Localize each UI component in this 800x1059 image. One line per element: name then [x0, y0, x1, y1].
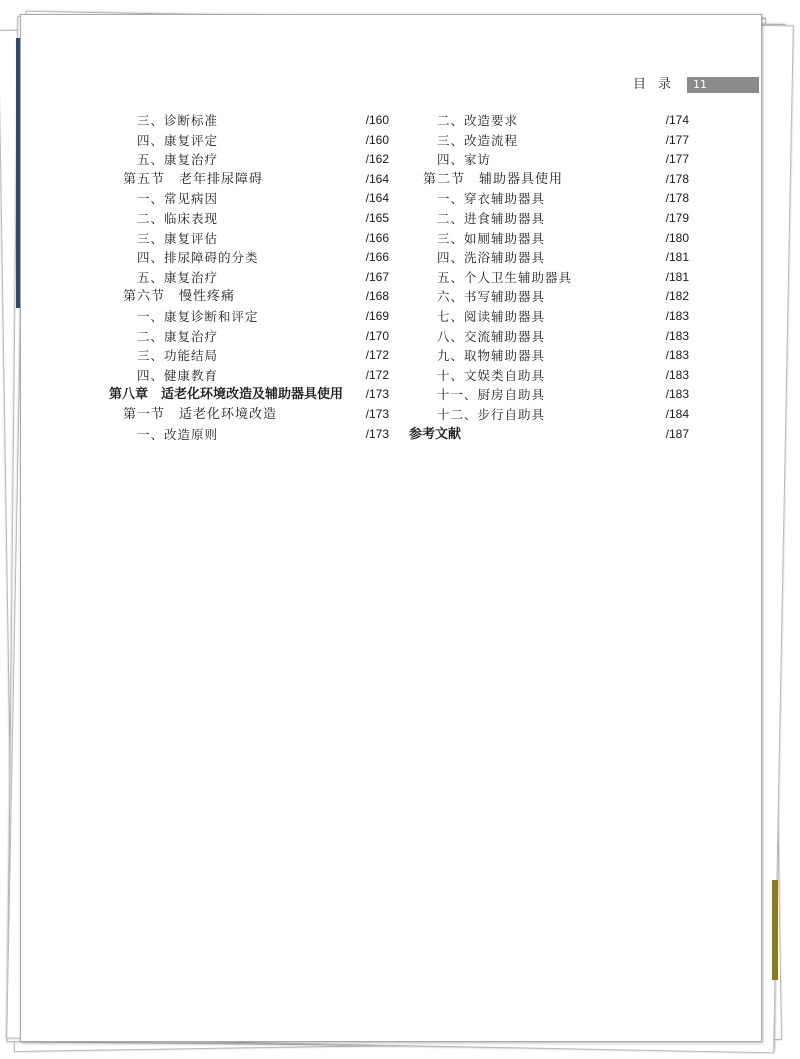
toc-entry-item[interactable]: [109, 131, 389, 151]
toc-entry-page: /160: [365, 113, 389, 127]
toc-entry-title: 五、康复治疗: [137, 269, 219, 285]
toc-entry-title: 九、取物辅助器具: [437, 348, 546, 364]
toc-entry-page: /181: [665, 269, 689, 284]
toc-entry-item[interactable]: [109, 366, 389, 386]
toc-entry-item[interactable]: [409, 189, 689, 209]
toc-entry-title: 三、如厕辅助器具: [437, 230, 546, 246]
toc-entry-title: 三、康复评估: [137, 230, 219, 246]
toc-entry-item[interactable]: [109, 111, 389, 131]
toc-entry-title: 一、康复诊断和评定: [137, 308, 259, 324]
toc-entry-item[interactable]: [409, 248, 689, 268]
toc-entry-item[interactable]: [409, 131, 689, 151]
toc-entry-title: 第八章 适老化环境改造及辅助器具使用: [109, 387, 344, 403]
toc-entry-page: /170: [365, 328, 389, 343]
toc-entry-item[interactable]: [409, 405, 689, 425]
toc-entry-title: 第五节 老年排尿障碍: [123, 171, 264, 187]
toc-entry-title: 二、进食辅助器具: [437, 210, 546, 226]
toc-entry-title: 一、改造原则: [137, 426, 219, 442]
toc-entry-title: 二、康复治疗: [137, 328, 219, 344]
toc-entry-page: /166: [365, 230, 389, 245]
toc-entry-title: 第六节 慢性疼痛: [123, 289, 236, 305]
toc-entry-title: 一、常见病因: [137, 191, 219, 207]
toc-entry-item[interactable]: [109, 189, 389, 209]
toc-entry-item[interactable]: [409, 209, 689, 229]
toc-entry-page: /181: [665, 250, 689, 265]
toc-entry-title: 十二、步行自助具: [437, 406, 546, 422]
toc-entry-title: 一、穿衣辅助器具: [437, 191, 546, 207]
toc-entry-title: 四、洗浴辅助器具: [437, 250, 546, 266]
toc-entry-page: /174: [665, 113, 689, 127]
toc-entry-item[interactable]: [109, 150, 389, 170]
toc-entry-page: /162: [365, 152, 389, 167]
toc-entry-title: 八、交流辅助器具: [437, 328, 546, 344]
toc-entry-item[interactable]: [109, 307, 389, 327]
toc-column-left: [109, 111, 389, 444]
toc-entry-page: /177: [665, 152, 689, 167]
toc-entry-title: 二、临床表现: [137, 210, 219, 226]
toc-entry-title: 七、阅读辅助器具: [437, 308, 546, 324]
toc-entry-item[interactable]: [409, 150, 689, 170]
toc-entry-page: /164: [365, 191, 389, 206]
toc-entry-title: 十、文娱类自助具: [437, 367, 546, 383]
toc-entry-page: /168: [365, 289, 389, 304]
toc-entry-title: 三、改造流程: [437, 132, 519, 148]
toc-entry-title: 三、诊断标准: [137, 113, 219, 128]
toc-entry-page: /165: [365, 210, 389, 225]
toc-entry-section[interactable]: [109, 287, 389, 307]
toc-entry-title: 十一、厨房自助具: [437, 387, 546, 403]
toc-entry-page: /183: [665, 348, 689, 363]
toc-entry-page: /177: [665, 132, 689, 147]
toc-entry-item[interactable]: [109, 346, 389, 366]
toc-entry-item[interactable]: [109, 248, 389, 268]
toc-entry-page: /187: [665, 426, 689, 441]
toc-entry-item[interactable]: [409, 366, 689, 386]
toc-entry-page: /160: [365, 132, 389, 147]
toc-entry-item[interactable]: [409, 111, 689, 131]
document-page: [20, 14, 762, 1042]
page-header: [21, 77, 761, 93]
toc-entry-page: /179: [665, 210, 689, 225]
toc-entry-item[interactable]: [409, 327, 689, 347]
toc-entry-item[interactable]: [409, 307, 689, 327]
sheet-edge-stripe: [772, 880, 778, 980]
toc-entry-item[interactable]: [409, 229, 689, 249]
page-header-title: 目录: [632, 77, 683, 92]
toc-entry-page: /183: [665, 367, 689, 382]
toc-entry-title: 第二节 辅助器具使用: [423, 171, 564, 187]
toc-entry-page: /172: [365, 348, 389, 363]
toc-entry-title: 第一节 适老化环境改造: [123, 406, 278, 422]
toc-entry-page: /167: [365, 269, 389, 284]
toc-entry-item[interactable]: [109, 268, 389, 288]
toc-entry-section[interactable]: [109, 170, 389, 190]
toc-entry-page: /173: [365, 387, 389, 402]
toc-entry-title: 四、健康教育: [137, 367, 219, 383]
toc-entry-page: /184: [665, 406, 689, 421]
toc-entry-title: 六、书写辅助器具: [437, 289, 546, 305]
toc-entry-page: /178: [665, 191, 689, 206]
toc-entry-section[interactable]: [109, 405, 389, 425]
toc-entry-title: 四、家访: [437, 152, 492, 168]
toc-entry-page: /166: [365, 250, 389, 265]
toc-entry-page: /178: [665, 171, 689, 186]
toc-entry-title: 三、功能结局: [137, 348, 219, 364]
toc-entry-item[interactable]: [409, 385, 689, 405]
toc-entry-chapter[interactable]: [109, 385, 389, 405]
toc-entry-item[interactable]: [109, 209, 389, 229]
toc-entry-section[interactable]: [409, 170, 689, 190]
toc-entry-item[interactable]: [109, 229, 389, 249]
toc-entry-page: /182: [665, 289, 689, 304]
toc-entry-page: /169: [365, 308, 389, 323]
toc-entry-title: 五、康复治疗: [137, 152, 219, 168]
toc-entry-page: /173: [365, 406, 389, 421]
page-number: 11: [693, 78, 707, 91]
toc-entry-title: 五、个人卫生辅助器具: [437, 269, 573, 285]
toc-entry-item[interactable]: [409, 346, 689, 366]
toc-entry-page: /183: [665, 308, 689, 323]
toc-entry-item[interactable]: [109, 425, 389, 445]
toc-entry-item[interactable]: [409, 268, 689, 288]
toc-entry-page: /183: [665, 328, 689, 343]
toc-entry-page: /173: [365, 426, 389, 441]
toc-entry-title: 二、改造要求: [437, 113, 519, 128]
toc-column-right: [409, 111, 689, 444]
toc-entry-page: /180: [665, 230, 689, 245]
toc-entry-page: /164: [365, 171, 389, 186]
toc-entry-title: 参考文献: [409, 426, 462, 442]
toc-entry-title: 四、排尿障碍的分类: [137, 250, 259, 266]
toc-entry-page: /172: [365, 367, 389, 382]
toc-entry-page: /183: [665, 387, 689, 402]
toc-entry-chapter[interactable]: [409, 425, 689, 445]
toc-entry-title: 四、康复评定: [137, 132, 219, 148]
toc-entry-item[interactable]: [409, 287, 689, 307]
toc-entry-item[interactable]: [109, 327, 389, 347]
page-number-bar: [687, 77, 759, 93]
